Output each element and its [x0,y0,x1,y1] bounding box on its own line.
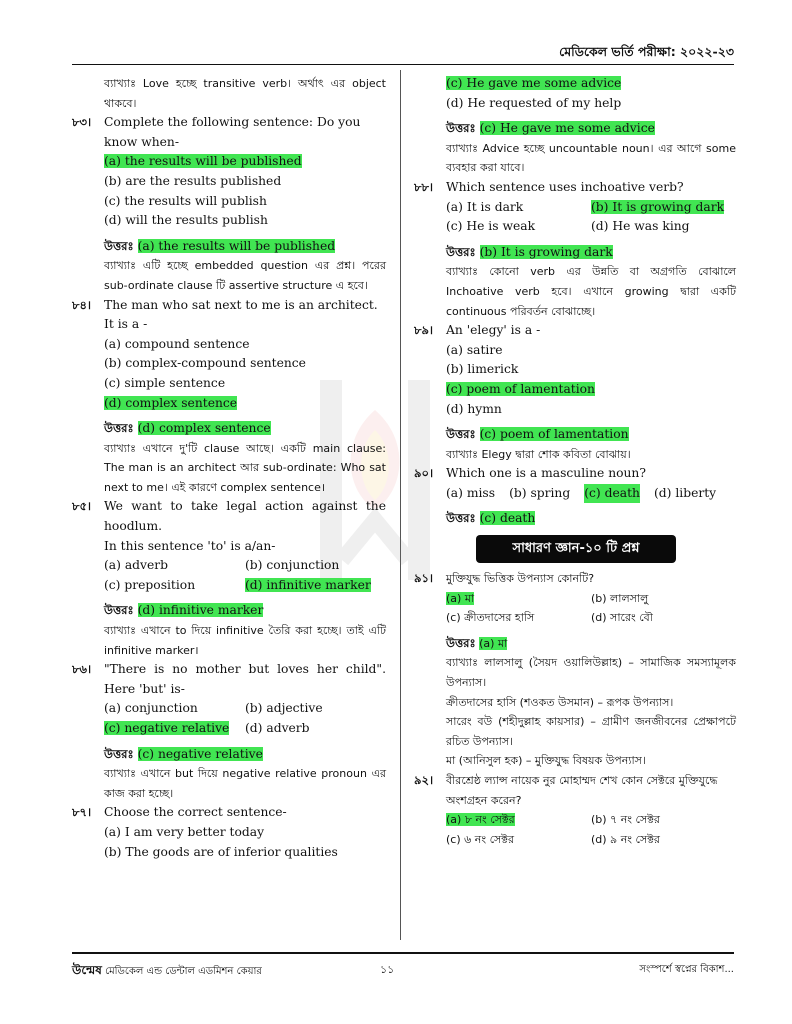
question-number: ৮৯। [414,323,434,338]
answer-text: (c) negative relative [137,746,263,761]
question-90 [414,464,736,529]
right-column [414,74,736,849]
question-88 [414,178,736,321]
option-c: (c) poem of lamentation [446,381,595,396]
question-85 [72,497,386,660]
option-b: (b) spring [509,485,571,500]
option-d: (d) complex sentence [104,395,238,410]
question-87 [72,803,386,862]
option-b: (b) It is growing dark [591,199,725,214]
option-d: (d) He was king [591,219,690,234]
footer-rule [72,952,734,956]
option-b: (b) ৭ নং সেক্টর [591,813,660,827]
section-banner: সাধারণ জ্ঞান-১০ টি প্রশ্ন [476,535,676,563]
explanation: ব্যাখ্যাঃ কোনো verb এর উন্নতি বা অগ্রগতি বোঝালে Inchoative verb হবে। এখানে growing দ্বারা একটি continuous পরিবর্তন বোঝাচ্ছে। [446,265,736,318]
question-text: An 'elegy' is a - [446,323,541,338]
option-c: (c) negative relative [104,721,230,735]
question-text: We want to take legal action against the hoodlum. [104,499,386,534]
option-b: (b) The goods are of inferior qualities [104,844,338,859]
option-a: (a) ৮ নং সেক্টর [446,813,515,827]
answer-label: উত্তরঃ [104,421,134,436]
option-b: (b) complex-compound sentence [104,356,306,371]
question-83 [72,113,386,295]
option-a: (a) compound sentence [104,336,250,351]
header-rule [72,64,734,65]
option-c: (c) ক্রীতদাসের হাসি [446,611,535,625]
answer-text: (d) infinitive marker [137,603,264,618]
explanation-82: ব্যাখ্যাঃ Love হচ্ছে transitive verb। অর্থাৎ এর object থাকবে। [104,77,386,110]
answer-label: উত্তরঃ [446,121,476,136]
question-number: ৮৬। [72,662,92,677]
footer-brand-name: উন্মেষ [72,963,102,977]
question-86 [72,660,386,803]
option-d: (d) সারেং বৌ [591,611,653,625]
option-b: (b) adjective [245,701,323,716]
option-d: (d) hymn [446,401,502,416]
option-d: (d) infinitive marker [245,577,371,592]
answer-label: উত্তরঃ [446,511,476,526]
answer-text: (b) It is growing dark [479,244,613,259]
option-d-87: (d) He requested of my help [446,95,622,110]
left-column [72,74,386,862]
answer-text: (c) death [479,511,536,526]
page-number: ১১ [380,963,395,976]
question-91 [414,569,736,771]
option-a: (a) the results will be published [104,154,302,169]
explanation: ব্যাখ্যাঃ এখানে দু'টি clause আছে। একটি main clause: The man is an architect আর sub-ordinate: Who sat next to me। এই কারণে complex sentence। [104,441,386,494]
question-84 [72,296,386,498]
option-c: (c) simple sentence [104,375,226,390]
option-b: (b) limerick [446,362,519,377]
answer-label: উত্তরঃ [446,244,476,259]
explanation-87: ব্যাখ্যাঃ Advice হচ্ছে uncountable noun। এর আগে some ব্যবহার করা যাবে। [446,141,736,175]
footer-tagline: সংস্পর্শে স্বপ্নের বিকাশ... [639,964,734,975]
answer-label: উত্তরঃ [446,427,476,442]
explanation-3: সারেং বউ (শহীদুল্লাহ কায়সার) – গ্রামীণ জনজীবনের প্রেক্ষাপটে রচিত উপন্যাস। [446,715,736,748]
explanation-1: ব্যাখ্যাঃ লালসালু (সৈয়দ ওয়ালিউল্লাহ) – সামাজিক সমস্যামূলক উপন্যাস। [446,656,736,690]
answer-text: (c) poem of lamentation [479,427,629,442]
option-b: (b) লালসালু [591,591,649,605]
question-number: ৯১। [414,571,434,586]
answer-text-87: (c) He gave me some advice [479,121,655,136]
answer-label: উত্তরঃ [104,746,134,761]
option-c: (c) death [584,484,640,504]
question-92 [414,771,736,849]
option-d: (d) ৯ নং সেক্টর [591,832,660,846]
option-d: (d) adverb [245,721,310,735]
answer-text: (d) complex sentence [137,421,271,436]
question-text: "There is no mother but loves her child". Here 'but' is- [104,662,386,696]
option-d: (d) will the results publish [104,213,268,228]
option-b: (b) conjunction [245,558,340,573]
option-a: (a) satire [446,342,503,357]
option-c-87: (c) He gave me some advice [446,76,622,90]
answer-label: উত্তরঃ [104,603,134,618]
option-a: (a) adverb [104,558,169,573]
option-c: (c) ৬ নং সেক্টর [446,832,514,846]
question-number: ৮৮। [414,179,434,194]
question-number: ৮৭। [72,805,92,820]
explanation-4: মা (আনিসুল হক) – মুক্তিযুদ্ধ বিষয়ক উপন্যাস। [446,754,646,768]
question-number: ৮৪। [72,297,92,312]
question-text: Which sentence uses inchoative verb? [446,179,684,194]
explanation-2: ক্রীতদাসের হাসি (শওকত উসমান) – রূপক উপন্যাস। [446,695,674,709]
question-text: Which one is a masculine noun? [446,466,646,481]
answer-text: (a) the results will be published [137,238,336,253]
question-text: বীরশ্রেষ্ঠ ল্যান্স নায়েক নুর মোহাম্মদ শেখ কোন সেক্টরে মুক্তিযুদ্ধে অংশগ্রহন করেন? [446,774,718,807]
question-text: মুক্তিযুদ্ধ ভিত্তিক উপন্যাস কোনটি? [446,572,595,586]
explanation: ব্যাখ্যাঃ Elegy দ্বারা শোক কবিতা বোঝায়। [446,447,631,461]
option-a: (a) It is dark [446,199,524,214]
question-89 [414,321,736,464]
question-number: ৯০। [414,466,434,481]
option-a: (a) I am very better today [104,824,265,839]
explanation: ব্যাখ্যাঃ এখানে to দিয়ে infinitive তৈরি করা হচ্ছে। তাই এটি infinitive marker। [104,624,386,657]
question-text: The man who sat next to me is an architect. It is a - [104,297,378,332]
question-number: ৮৩। [72,115,92,130]
option-a: (a) মা [446,591,475,605]
option-c: (c) the results will publish [104,193,267,208]
option-c: (c) He is weak [446,219,536,234]
page-header-title: মেডিকেল ভর্তি পরীক্ষা: ২০২২-২৩ [559,44,734,59]
option-d: (d) liberty [653,485,717,500]
option-a: (a) miss [446,485,496,500]
option-a: (a) conjunction [104,701,198,716]
question-text-2: In this sentence 'to' is a/an- [104,538,276,553]
question-number: ৯২। [414,773,434,787]
question-text: Complete the following sentence: Do you know when- [104,115,361,149]
option-b: (b) are the results published [104,173,282,188]
footer-brand [72,962,262,982]
explanation: ব্যাখ্যাঃ এটি হচ্ছে embedded question এর প্রশ্ন। পরের sub-ordinate clause টি assertive structure এ হবে। [104,259,386,292]
explanation: ব্যাখ্যাঃ এখানে but দিয়ে negative relative pronoun এর কাজ করা হচ্ছে। [104,767,386,800]
question-text: Choose the correct sentence- [104,805,287,820]
answer-text: (a) মা [479,636,508,650]
answer-label: উত্তরঃ [446,635,476,650]
question-number: ৮৫। [72,499,92,514]
option-c: (c) preposition [104,577,196,592]
footer-brand-subtitle: মেডিকেল এন্ড ডেন্টাল এডমিশন কেয়ার [105,966,262,977]
answer-label: উত্তরঃ [104,238,134,253]
